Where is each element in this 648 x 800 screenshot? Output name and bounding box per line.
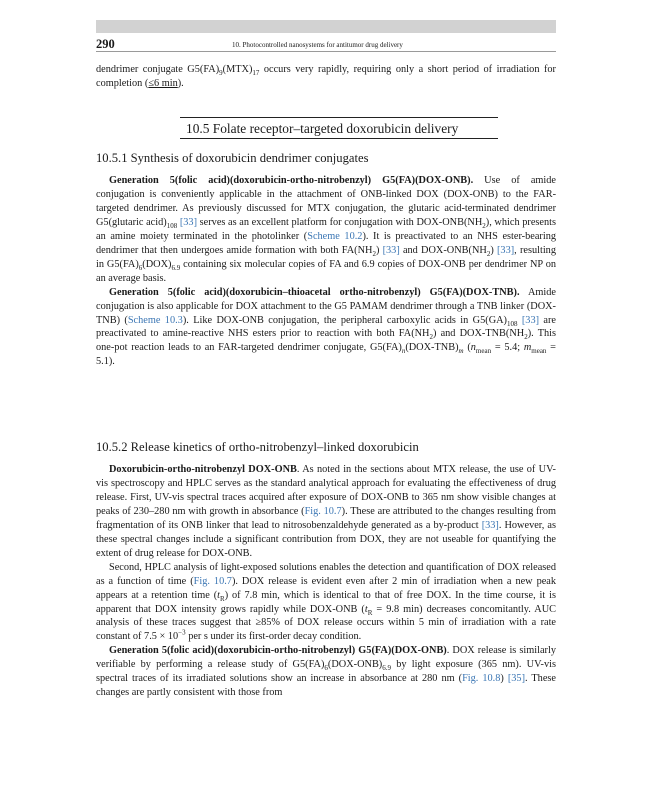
subsection-title-synthesis: 10.5.1 Synthesis of doxorubicin dendrimer conjugates xyxy=(96,151,369,165)
citation-link[interactable]: [33] xyxy=(179,216,198,228)
paragraph-lead: Doxorubicin-ortho-nitrobenzyl DOX-ONB xyxy=(109,464,297,475)
section-title: 10.5 Folate receptor–targeted doxorubicin delivery xyxy=(186,121,459,136)
release-paragraph-1: Doxorubicin-ortho-nitrobenzyl DOX-ONB. As noted in the sections about MTX release, the use of UV-vis spectroscopy and HPLC serves as the standard analytical approach for evaluating the effectiveness of drug release. First, UV-vis spectral traces acquired after exposure of DOX-ONB to 365 nm show visible changes at peaks of 230–280 nm with growth in absorbance (Fig. 10.7). These are attributed to the changes resulting from fragmentation of its ONB linker that lead to nitrosobenzaldehyde generated as a by-product [33]. However, as these spectral changes include a significant contribution from DOX, they are not useable for quantifying the extent of drug release for DOX-ONB. xyxy=(96,464,557,559)
scheme-link[interactable]: Scheme 10.3 xyxy=(127,314,183,326)
release-paragraph-3: Generation 5(folic acid)(doxorubicin-ortho-nitrobenzyl) G5(FA)(DOX-ONB). DOX release is similarly verifiable by performing a release study of $G5(FA)_6(DOX-ONB)_{6.9}$ by light exposure (365 nm). UV-vis spectral traces of its irradiated solutions show an increase in absorbance at 280 nm (Fig. 10.8) [35]. These changes are partly consistent with those from xyxy=(96,645,557,699)
section-rule-top xyxy=(180,117,498,118)
intro-text xyxy=(96,63,556,91)
citation-link[interactable]: [33] xyxy=(382,244,400,256)
subsection-title-release: 10.5.2 Release kinetics of ortho-nitrobenzyl–linked doxorubicin xyxy=(96,440,419,454)
paragraph-lead: Generation 5(folic acid)(doxorubicin-ortho-nitrobenzyl) G5(FA)(DOX-ONB) xyxy=(109,645,447,657)
citation-link[interactable]: [35] xyxy=(507,673,525,685)
synthesis-paragraph-1: Generation 5(folic acid)(doxorubicin-ortho-nitrobenzyl) G5(FA)(DOX-ONB). Use of amide conjugation is conveniently applicable in the attachment of ONB-linked DOX (DOX-ONB) to the FAR-targeted dendrimer. As previously discussed for MTX conjugation, the glutaric acid-terminated dendrimer G5(glutaric $acid)_{108}$ [33] serves as an excellent platform for conjugation with DOX-$ONB(NH_2)$, which presents an amine moiety terminated in the photolinker (Scheme 10.2). It is preactivated to an NHS ester-bearing dendrimer that then undergoes amide formation with both $FA(NH_2)$ [33] and DOX-$ONB(NH_2)$ [33], resulting in $G5(FA)_6(DOX)_{6.9}$ containing six molecular copies of FA and 6.9 copies of DOX-ONB per dendrimer NP on an average basis. xyxy=(96,175,556,284)
figure-link[interactable]: Fig. 10.7 xyxy=(304,505,342,517)
paragraph-lead: Generation 5(folic acid)(doxorubicin-ortho-nitrobenzyl) G5(FA)(DOX-ONB). xyxy=(109,175,474,186)
citation-link[interactable]: [33] xyxy=(521,314,540,326)
release-paragraph-2: Second, HPLC analysis of light-exposed solutions enables the detection and quantification of DOX released as a function of time (Fig. 10.7). DOX release is evident even after 2 min of irradiation when a new peak appears at a retention time $(t_R)$ of 7.8 min, which is identical to that of free DOX. In the time course, it is apparent that DOX intensity grows rapidly while DOX-ONB ($t_R = 9.8$ min) decreases concomitantly. AUC analysis of these traces suggest that ≥85% of DOX release occurs within 5 min of irradiation with a rate constant of $7.5 \times 10^{-3}$ per s under its first-order decay condition. xyxy=(96,561,557,643)
section-rule-bottom xyxy=(180,138,498,139)
figure-link[interactable]: Fig. 10.8 xyxy=(462,673,501,685)
citation-link[interactable]: [33] xyxy=(497,244,515,256)
running-head: 10. Photocontrolled nanosystems for antitumor drug delivery xyxy=(232,41,403,49)
header-bar xyxy=(96,20,556,33)
scheme-link[interactable]: Scheme 10.2 xyxy=(307,230,363,242)
paragraph-lead: Generation 5(folic acid)(doxorubicin–thioacetal ortho-nitrobenzyl) G5(FA)(DOX-TNB). xyxy=(109,286,520,298)
synthesis-paragraph-2: Generation 5(folic acid)(doxorubicin–thioacetal ortho-nitrobenzyl) G5(FA)(DOX-TNB). Amide conjugation is also applicable for DOX attachment to the G5 PAMAM dendrimer through a TNB linker (DOX-TNB) (Scheme 10.3). Like DOX-ONB conjugation, the peripheral carboxylic acids in $G5(GA)_{108}$ [33] are preactivated to amine-reactive NHS esters prior to reaction with both $FA(NH_2)$ and DOX-$TNB(NH_2)$. This one-pot reaction leads to an FAR-targeted dendrimer conjugate, $G5(FA)_n(DOX-TNB)_m$ ($n_{mean} = 5.4$; $m_{mean} = 5.1$). xyxy=(96,286,557,368)
intro-paragraph: dendrimer conjugate $G5(FA)_9(MTX)_{17}$ occurs very rapidly, requiring only a short period of irradiation for completion (≤6 min). xyxy=(96,64,556,89)
figure-link[interactable]: Fig. 10.7 xyxy=(193,575,232,587)
citation-link[interactable]: [33] xyxy=(481,519,499,531)
page-number: 290 xyxy=(96,37,115,51)
synthesis-text xyxy=(96,174,556,369)
release-text xyxy=(96,463,556,700)
header-rule xyxy=(96,51,556,52)
